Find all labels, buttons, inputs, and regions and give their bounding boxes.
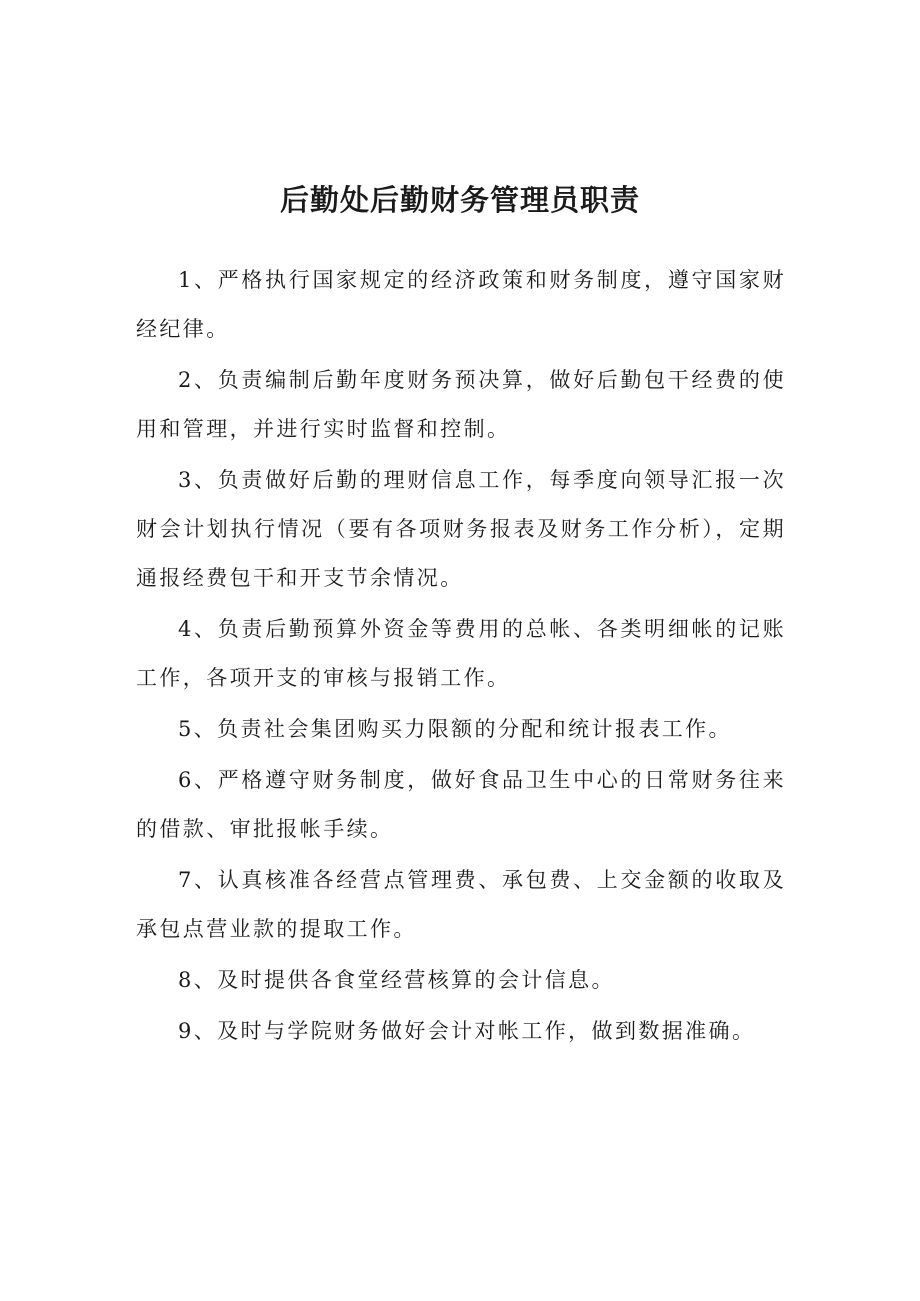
- duty-item-5: 5、负责社会集团购买力限额的分配和统计报表工作。: [178, 717, 732, 741]
- document-title: 后勤处后勤财务管理员职责: [279, 183, 640, 217]
- duty-item-9: 9、及时与学院财务做好会计对帐工作，做到数据准确。: [178, 1019, 756, 1043]
- document-body: [136, 256, 786, 1058]
- duty-item-4: 4、负责后勤预算外资金等费用的总帐、各类明细帐的记账工作，各项开支的审核与报销工作。: [136, 617, 786, 690]
- duty-item-1: 1、严格执行国家规定的经济政策和财务制度，遵守国家财经纪律。: [136, 268, 786, 341]
- duty-item-8: 8、及时提供各食堂经营核算的会计信息。: [178, 968, 615, 992]
- duty-item-6: 6、严格遵守财务制度，做好食品卫生中心的日常财务往来的借款、审批报帐手续。: [136, 768, 786, 841]
- duty-item-2: 2、负责编制后勤年度财务预决算，做好后勤包干经费的使用和管理，并进行实时监督和控制。: [136, 368, 786, 441]
- duty-item-7: 7、认真核准各经营点管理费、承包费、上交金额的收取及承包点营业款的提取工作。: [136, 868, 786, 941]
- duty-item-3: 3、负责做好后勤的理财信息工作，每季度向领导汇报一次财会计划执行情况（要有各项财务报表及财务工作分析），定期通报经费包干和开支节余情况。: [136, 468, 786, 590]
